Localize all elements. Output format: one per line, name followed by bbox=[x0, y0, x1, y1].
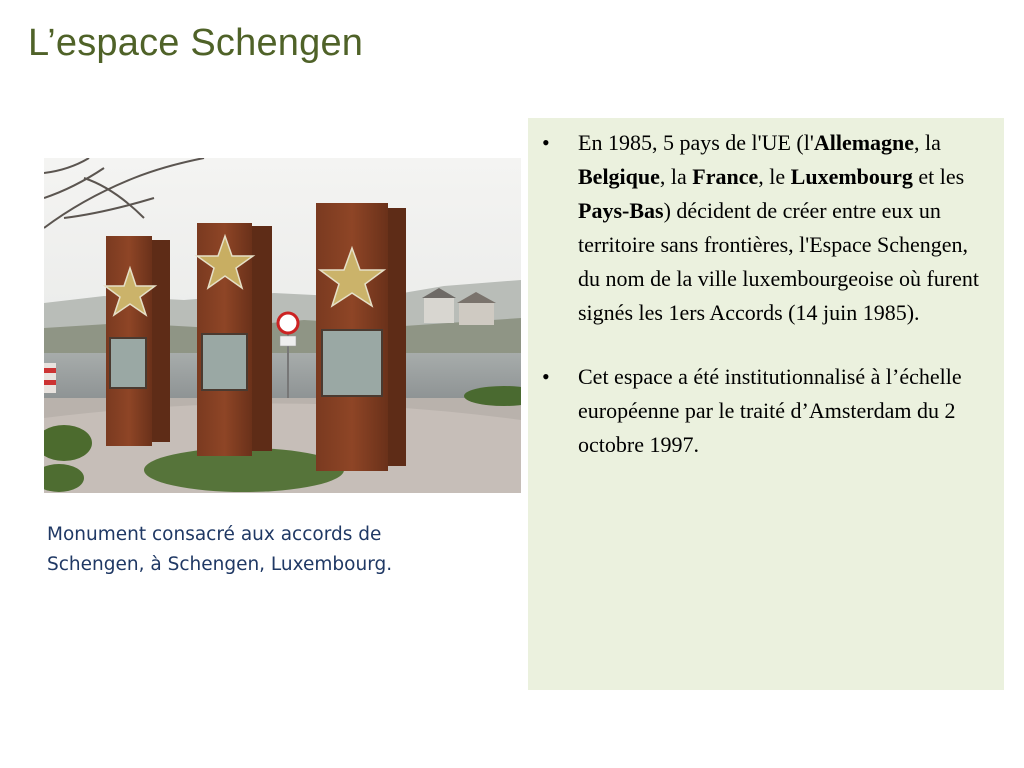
bullet-text: Cet espace a été institutionnalisé à l’échelle européenne par le traité d’Amsterdam du 2 octobre 1997. bbox=[578, 364, 962, 457]
bullet-text: , le bbox=[758, 164, 791, 189]
country-france: France bbox=[692, 164, 759, 189]
bullet-text: En 1985, 5 pays de l'UE (l' bbox=[578, 130, 814, 155]
country-belgique: Belgique bbox=[578, 164, 660, 189]
photo-caption: Monument consacré aux accords de Schengen, à Schengen, Luxembourg. bbox=[47, 524, 393, 575]
bullet-text: , la bbox=[659, 164, 693, 189]
bullet-item bbox=[536, 126, 984, 330]
bullet-marker: • bbox=[542, 364, 550, 389]
country-luxembourg: Luxembourg bbox=[790, 164, 913, 189]
monument-photo bbox=[44, 158, 521, 493]
bullet-list bbox=[536, 126, 984, 462]
slide-title: L’espace Schengen bbox=[28, 22, 364, 64]
bullet-text: ) décident de créer entre eux un territoire sans frontières, l'Espace Schengen, du nom de la ville luxembourgeoise où furent signés les 1ers Accords (14 juin 1985). bbox=[578, 198, 980, 325]
bullet-text: et les bbox=[912, 164, 965, 189]
country-allemagne: Allemagne bbox=[813, 130, 915, 155]
bullet-item bbox=[536, 360, 984, 462]
country-pays-bas: Pays-Bas bbox=[578, 198, 664, 223]
bullet-marker: • bbox=[542, 130, 550, 155]
text-box bbox=[528, 118, 1004, 690]
bullet-text: , la bbox=[914, 130, 941, 155]
